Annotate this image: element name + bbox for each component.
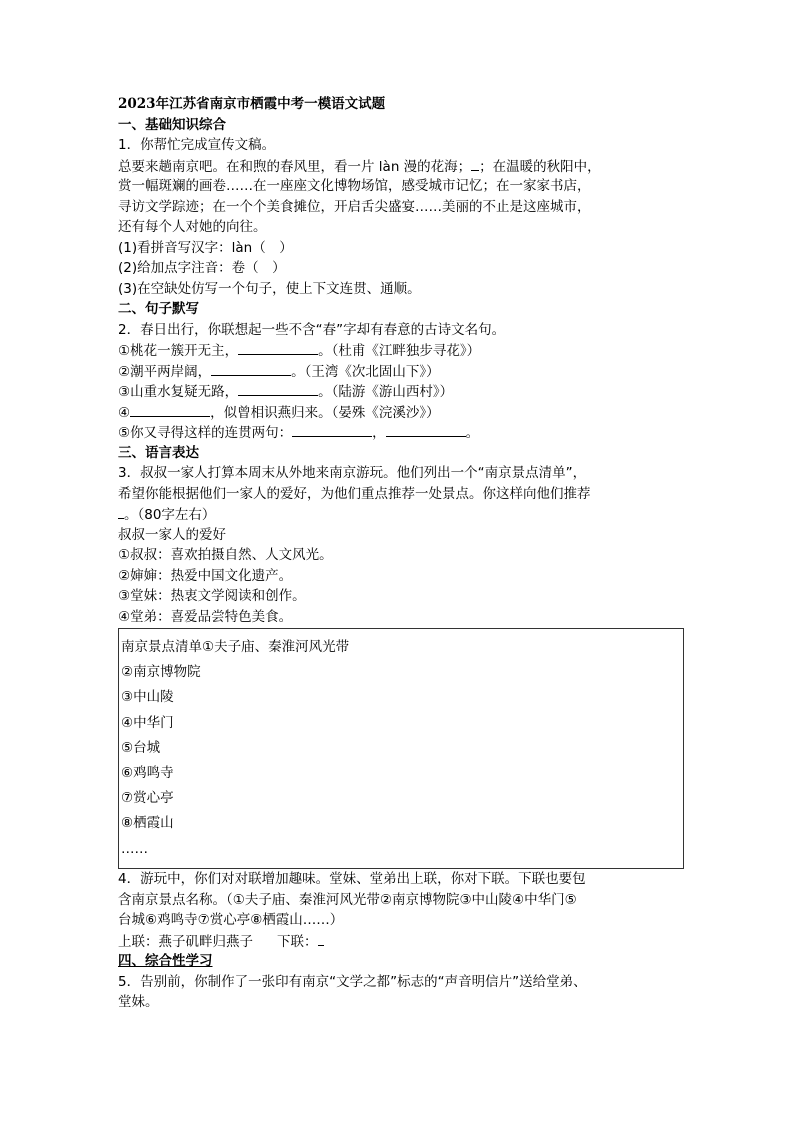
question-1: 1．你帮忙完成宣传文稿。: [118, 137, 276, 153]
list-item: 南京景点清单①夫子庙、秦淮河风光带: [121, 639, 350, 655]
hobby-4: ④堂弟：喜爱品尝特色美食。: [118, 608, 293, 625]
section-heading-1: 一、基础知识综合: [118, 116, 226, 133]
question-3-line-3: 。（80字左右）: [118, 504, 688, 525]
list-item: ⑦赏心亭: [121, 790, 174, 807]
answer-blank[interactable]: [238, 381, 318, 396]
answer-blank[interactable]: [130, 402, 210, 417]
list-item: ②南京博物院: [121, 664, 201, 681]
section-heading-4: 四、综合性学习: [118, 953, 213, 969]
question-2: 2．春日出行，你联想起一些不含“春”字却有春意的古诗文名句。: [118, 321, 506, 338]
poem-item-5: ⑤你又寻得这样的连贯两句： ， 。: [118, 422, 688, 443]
question-5-line-2: 堂妹。: [118, 994, 159, 1010]
exam-page: [118, 94, 688, 1013]
sub-question-3: (3)在空缺处仿写一个句子，使上下文连贯、通顺。: [118, 280, 421, 297]
page-title: 2023年江苏省南京市栖霞中考一模语文试题: [118, 96, 386, 112]
answer-blank[interactable]: [211, 361, 291, 376]
list-item: ⑧栖霞山: [121, 815, 174, 832]
couplet-line: [118, 931, 688, 952]
answer-blank[interactable]: [318, 931, 324, 946]
answer-blank[interactable]: [471, 156, 479, 171]
question-3-line-1: 3．叔叔一家人打算本周末从外地来南京游玩。他们列出一个“南京景点清单”，: [118, 465, 587, 481]
section-heading-2: 二、句子默写: [118, 301, 199, 317]
question-4-line-3: 台城⑥鸡鸣寺⑦赏心亭⑧栖霞山……）: [118, 912, 344, 928]
poem-item-4: ④ ，似曾相识燕归来。（晏殊《浣溪沙》）: [118, 402, 688, 423]
answer-blank[interactable]: [386, 422, 466, 437]
list-item: ⑤台城: [121, 739, 161, 756]
sub-question-2: (2)给加点字注音：卷（ ）: [118, 260, 286, 276]
poem-item-1: ①桃花一簇开无主， 。（杜甫《江畔独步寻花》）: [118, 340, 688, 361]
passage-line-2: 赏一幅斑斓的画卷……在一座座文化博物场馆，感受城市记忆；在一家家书店，: [118, 178, 591, 194]
hobby-2: ②婶婶：热爱中国文化遗产。: [118, 567, 293, 584]
scenic-spot-list-box: [118, 628, 684, 869]
sub-question-1: (1)看拼音写汉字：làn（ ）: [118, 239, 293, 256]
hobbies-title: 叔叔一家人的爱好: [118, 526, 226, 543]
couplet-lower: 下联：: [277, 933, 318, 950]
section-heading-3: 三、语言表达: [118, 444, 199, 461]
list-item: ⑥鸡鸣寺: [121, 764, 174, 781]
passage-line-1: 总要来趟南京吧。在和煦的春风里，看一片 làn 漫的花海； ；在温暖的秋阳中，: [118, 156, 688, 177]
passage-line-3: 寻访文学踪迹；在一个个美食摊位，开启舌尖盛宴……美丽的不止是这座城市，: [118, 198, 591, 215]
poem-item-3: ③山重水复疑无路， 。（陆游《游山西村》）: [118, 381, 688, 402]
list-item: ③中山陵: [121, 689, 174, 706]
list-item: ④中华门: [121, 714, 174, 731]
question-3-line-2: 希望你能根据他们一家人的爱好，为他们重点推荐一处景点。你这样向他们推荐: [118, 485, 591, 502]
couplet-upper: 上联：燕子矶畔归燕子: [118, 933, 253, 950]
question-5-line-1: 5．告别前，你制作了一张印有南京“文学之都”标志的“声音明信片”送给堂弟、: [118, 973, 587, 990]
question-4-line-1: 4．游玩中，你们对对联增加趣味。堂妹、堂弟出上联，你对下联。下联也要包: [118, 871, 586, 887]
pinyin-lan: làn: [374, 158, 404, 175]
answer-blank[interactable]: [292, 422, 372, 437]
answer-blank[interactable]: [238, 340, 318, 355]
passage-line-4: 还有每个人对她的向往。: [118, 219, 267, 235]
poem-item-2: ②潮平两岸阔， 。（王湾《次北固山下》）: [118, 361, 688, 382]
hobby-1: ①叔叔：喜欢拍摄自然、人文风光。: [118, 547, 333, 563]
hobby-3: ③堂妹：热衷文学阅读和创作。: [118, 588, 306, 604]
list-item: ……: [121, 840, 148, 857]
question-4-line-2: 含南京景点名称。（①夫子庙、秦淮河风光带②南京博物院③中山陵④中华门⑤: [118, 891, 577, 908]
